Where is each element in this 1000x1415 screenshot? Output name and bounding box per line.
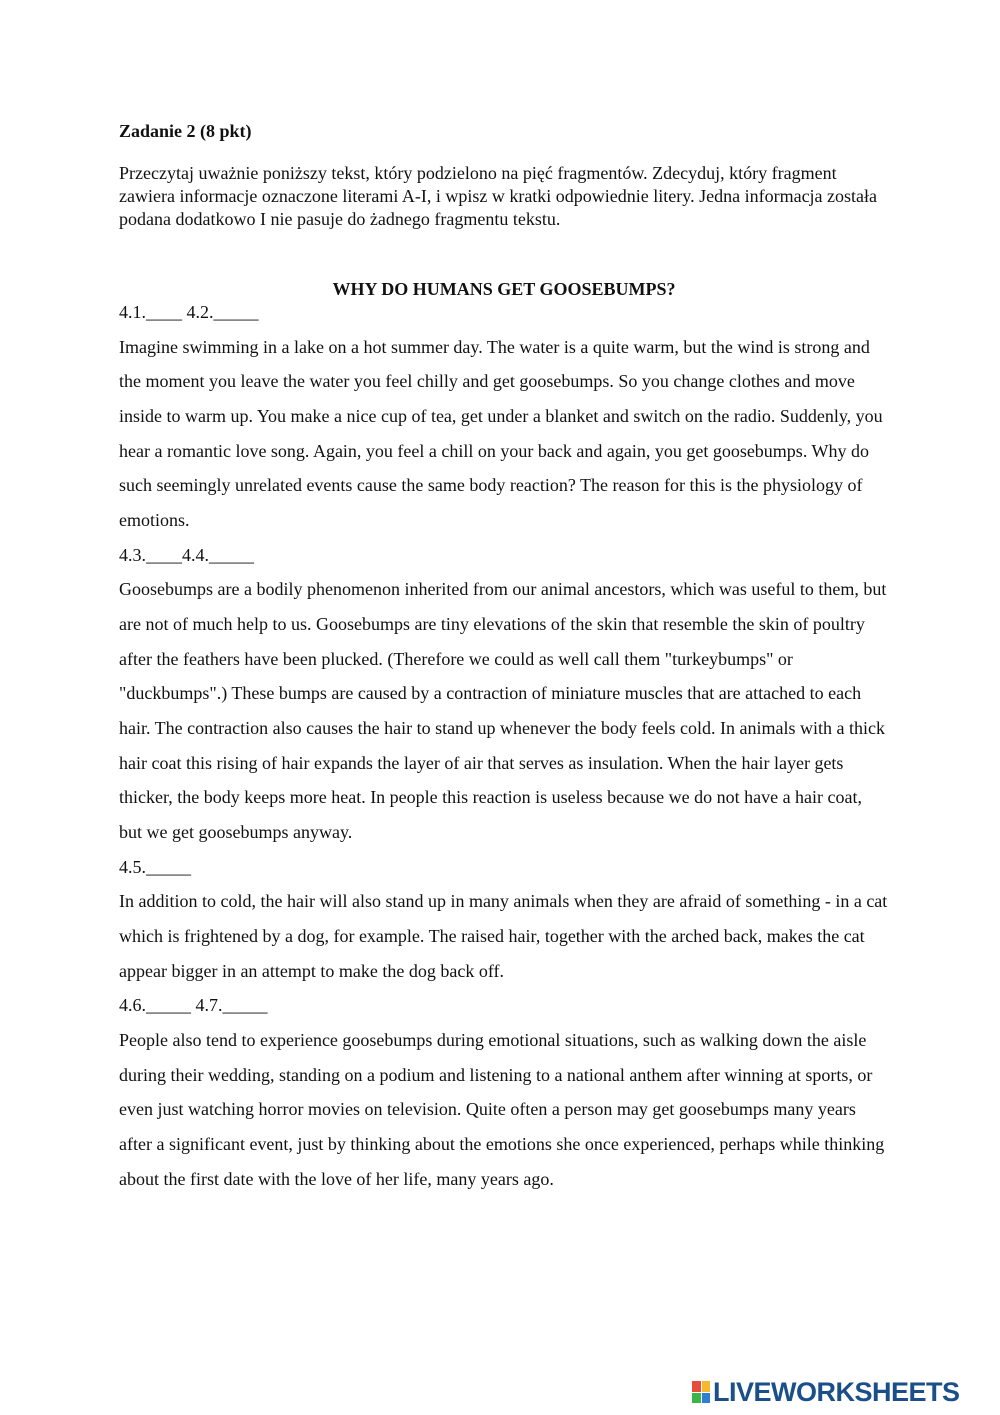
article-section-2 xyxy=(119,538,889,850)
article-section-3 xyxy=(119,850,889,989)
task-title: Zadanie 2 (8 pkt) xyxy=(119,121,252,141)
answer-blanks-4-6-4-7[interactable]: 4.6._____ 4.7._____ xyxy=(119,995,268,1016)
liveworksheets-logo-text: LIVEWORKSHEETS xyxy=(713,1377,960,1407)
answer-blanks-4-3-4-4[interactable]: 4.3.____4.4._____ xyxy=(119,544,254,565)
article-section-1 xyxy=(119,295,889,538)
article-title: WHY DO HUMANS GET GOOSEBUMPS? xyxy=(332,279,676,299)
fragment-text-4: People also tend to experience goosebumps during emotional situations, such as walking down the aisle during their wedding, standing on a podium and listening to a national anthem after winning at sports, or even just watching horror movies on television. Quite often a person may get goosebumps many years after a significant event, just by thinking about the emotions she once experienced, perhaps while thinking about the first date with the love of her life, many years ago. xyxy=(119,1029,885,1189)
fragment-text-1: Imagine swimming in a lake on a hot summer day. The water is a quite warm, but the wind is strong and the moment you leave the water you feel chilly and get goosebumps. So you change clothes and move inside to warm up. You make a nice cup of tea, get under a blanket and switch on the radio. Suddenly, you hear a romantic love song. Again, you feel a chill on your back and again, you get goosebumps. Why do such seemingly unrelated events cause the same body reaction? The reason for this is the physiology of emotions. xyxy=(119,336,883,531)
task-instructions: Przeczytaj uważnie poniższy tekst, który podzielono na pięć fragmentów. Zdecyduj, który fragment zawiera informacje oznaczone literami A-I, i wpisz w kratki odpowiednie litery. Jedna informacja została podana dodatkowo I nie pasuje do żadnego fragmentu tekstu. xyxy=(119,163,878,229)
fragment-text-2: Goosebumps are a bodily phenomenon inherited from our animal ancestors, which was useful to them, but are not of much help to us. Goosebumps are tiny elevations of the skin that resemble the skin of poultry after the feathers have been plucked. (Therefore we could as well call them "turkeybumps" or "duckbumps".) These bumps are caused by a contraction of miniature muscles that are attached to each hair. The contraction also causes the hair to stand up whenever the body feels cold. In animals with a thick hair coat this rising of hair expands the layer of air that serves as insulation. When the hair layer gets thicker, the body keeps more heat. In people this reaction is useless because we do not have a hair coat, but we get goosebumps anyway. xyxy=(119,579,887,843)
fragment-text-3: In addition to cold, the hair will also stand up in many animals when they are afraid of something - in a cat which is frightened by a dog, for example. The raised hair, together with the arched back, makes the cat appear bigger in an attempt to make the dog back off. xyxy=(119,891,888,981)
answer-blanks-4-1-4-2[interactable]: 4.1.____ 4.2._____ xyxy=(119,302,259,322)
article-section-4 xyxy=(119,988,889,1196)
answer-blank-4-5[interactable]: 4.5._____ xyxy=(119,856,191,877)
liveworksheets-logo-icon xyxy=(692,1381,710,1403)
liveworksheets-logo xyxy=(692,1378,960,1406)
worksheet-page xyxy=(119,118,889,1196)
